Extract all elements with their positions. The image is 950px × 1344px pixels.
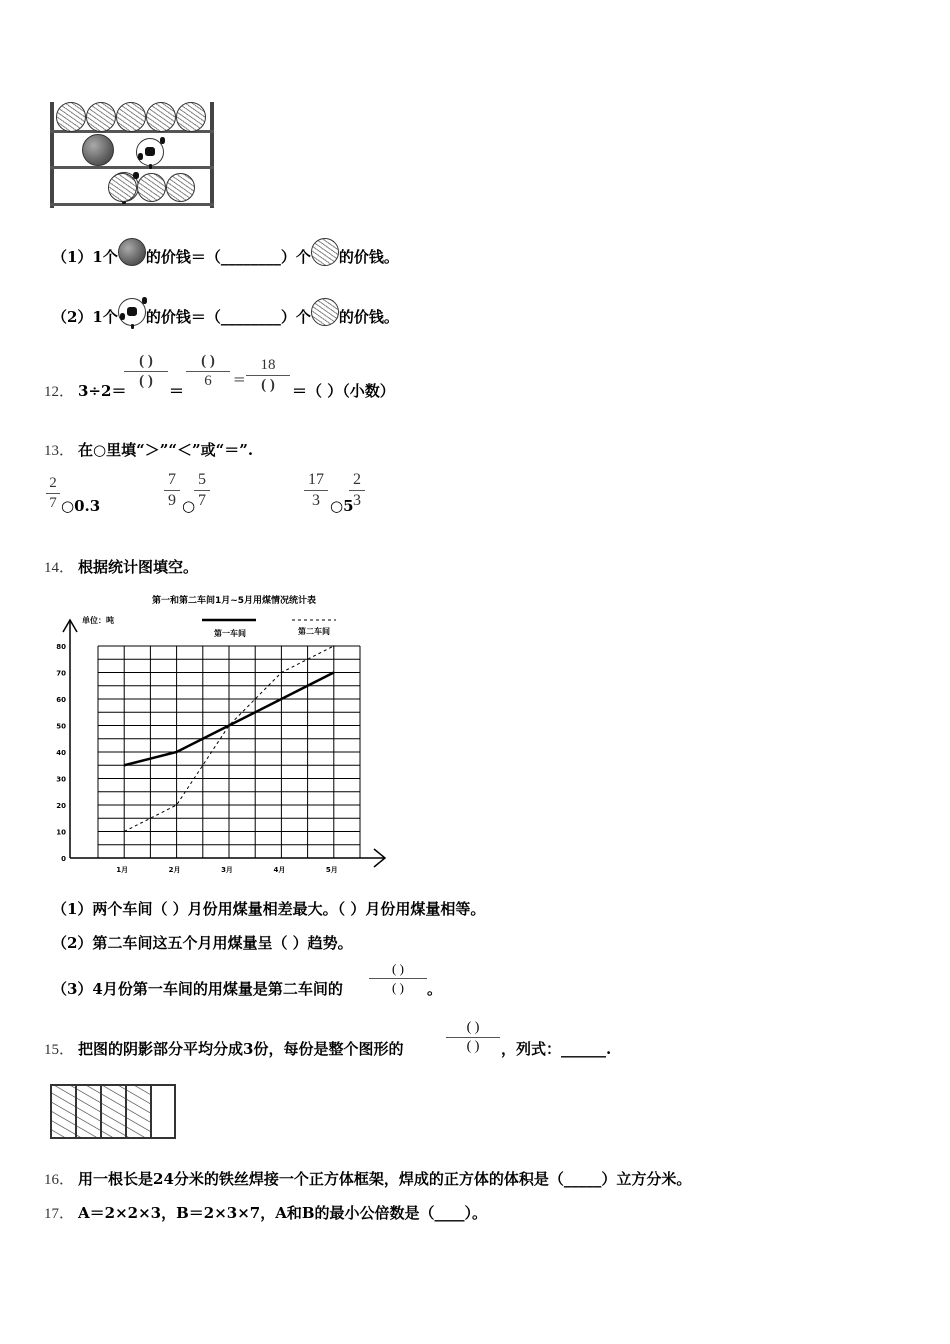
volleyball-icon	[311, 298, 339, 326]
legend-label-series-1: 第一车间	[214, 629, 246, 638]
chart-axes	[63, 620, 385, 867]
chart-unit-label: 单位：吨	[82, 616, 114, 625]
x-tick-label: 5月	[325, 866, 338, 874]
q13-item3-fraction-b: 2 3	[349, 471, 365, 510]
y-tick-label: 50	[56, 722, 66, 731]
q13-item3-mid: ○5	[330, 497, 354, 515]
volleyball-icon	[108, 173, 137, 202]
y-tick-label: 0	[61, 855, 66, 863]
q11-part2: （2）1个 的价钱＝（________）个 的价钱。	[52, 306, 399, 327]
y-tick-label: 70	[56, 669, 66, 678]
volleyball-icon	[56, 102, 86, 132]
volleyball-icon	[146, 102, 176, 132]
data-point-series-1	[176, 751, 178, 753]
data-point-series-2	[281, 672, 283, 674]
q13-item2-fraction-b: 5 7	[194, 471, 210, 510]
q12-equals-2: =	[233, 370, 246, 388]
volleyball-icon	[116, 102, 146, 132]
q14-number: 14．	[44, 560, 75, 576]
q14-part3-fraction: ( ) ( )	[369, 961, 427, 996]
q16-text: 用一根长是24分米的铁丝焊接一个正方体框架，焊成的正方体的体积是（_____）立方分米。	[78, 1170, 692, 1188]
q12-expression: 3÷2＝	[78, 382, 127, 400]
data-point-series-1	[123, 764, 125, 766]
q16-number: 16．	[44, 1172, 75, 1188]
volleyball-icon	[311, 238, 339, 266]
q15-fraction: ( ) ( )	[446, 1020, 500, 1055]
chart-x-ticks	[116, 866, 337, 874]
q14-part3-suffix: 。	[427, 980, 443, 998]
y-tick-label: 10	[56, 828, 66, 837]
data-point-series-2	[333, 645, 335, 647]
q14-part1: （1）两个车间（ ）月份用煤量相差最大。（ ）月份用煤量相等。	[52, 900, 486, 918]
q17-number: 17．	[44, 1206, 75, 1222]
volleyball-icon	[166, 173, 195, 202]
q14-instruction: 根据统计图填空。	[78, 558, 199, 576]
volleyball-icon	[137, 173, 166, 202]
y-tick-label: 60	[56, 696, 66, 704]
chart-legend	[202, 620, 336, 638]
q12-fraction-3: 18 ( )	[246, 357, 290, 394]
q12-number: 12．	[44, 384, 75, 400]
y-tick-label: 40	[56, 749, 66, 757]
q14-part3: （3）4月份第一车间的用煤量是第二车间的	[52, 980, 343, 998]
data-point-series-1	[333, 672, 335, 674]
x-tick-label: 2月	[168, 866, 181, 874]
y-tick-label: 30	[56, 775, 66, 784]
data-point-series-2	[228, 725, 230, 727]
q13-item2-fraction-a: 7 9	[164, 471, 180, 510]
legend-label-series-2: 第二车间	[298, 627, 330, 636]
data-point-series-1	[281, 698, 283, 700]
basketball-icon	[118, 238, 146, 266]
shaded-rectangle-figure	[48, 1082, 178, 1142]
coal-usage-line-chart	[44, 590, 394, 880]
q11-part1: （1）1个 的价钱＝（________）个 的价钱。	[52, 246, 399, 267]
soccer-ball-icon	[118, 298, 146, 326]
q13-item2-circle: ○	[182, 497, 196, 515]
q15-text: 把图的阴影部分平均分成3份，每份是整个图形的	[78, 1040, 404, 1058]
x-tick-label: 1月	[116, 866, 129, 874]
q14-part2: （2）第二车间这五个月用煤量呈（ ）趋势。	[52, 934, 353, 952]
x-tick-label: 4月	[273, 866, 286, 874]
data-point-series-2	[176, 804, 178, 806]
chart-title: 第一和第二车间1月~5月用煤情况统计表	[151, 596, 317, 606]
q13-number: 13．	[44, 443, 75, 459]
q12-fraction-1: ( ) ( )	[124, 353, 168, 390]
q13-instruction: 在○里填“＞”“＜”或“＝”.	[78, 441, 254, 459]
q17-text: A＝2×2×3，B＝2×3×7，A和B的最小公倍数是（____）。	[78, 1204, 488, 1222]
q13-item1-fraction: 2 7	[46, 475, 60, 512]
data-point-series-2	[123, 831, 125, 833]
ball-rack-figure	[48, 100, 216, 210]
q12-tail: ＝（ ）（小数）	[292, 382, 395, 400]
q15-number: 15．	[44, 1042, 75, 1058]
q13-item1-rest: ○0.3	[61, 497, 101, 515]
q12-fraction-2: ( ) 6	[186, 353, 230, 390]
y-tick-label: 80	[56, 643, 66, 651]
volleyball-icon	[86, 102, 116, 132]
q13-item3-fraction-a: 17 3	[304, 471, 328, 510]
chart-y-ticks	[56, 643, 66, 863]
soccer-ball-icon	[136, 138, 164, 166]
volleyball-icon	[176, 102, 206, 132]
basketball-icon	[82, 134, 114, 166]
x-tick-label: 3月	[221, 866, 233, 874]
q12-equals-1: ＝	[169, 382, 185, 400]
y-tick-label: 20	[56, 802, 66, 810]
q15-tail: ，列式：______.	[501, 1040, 612, 1058]
